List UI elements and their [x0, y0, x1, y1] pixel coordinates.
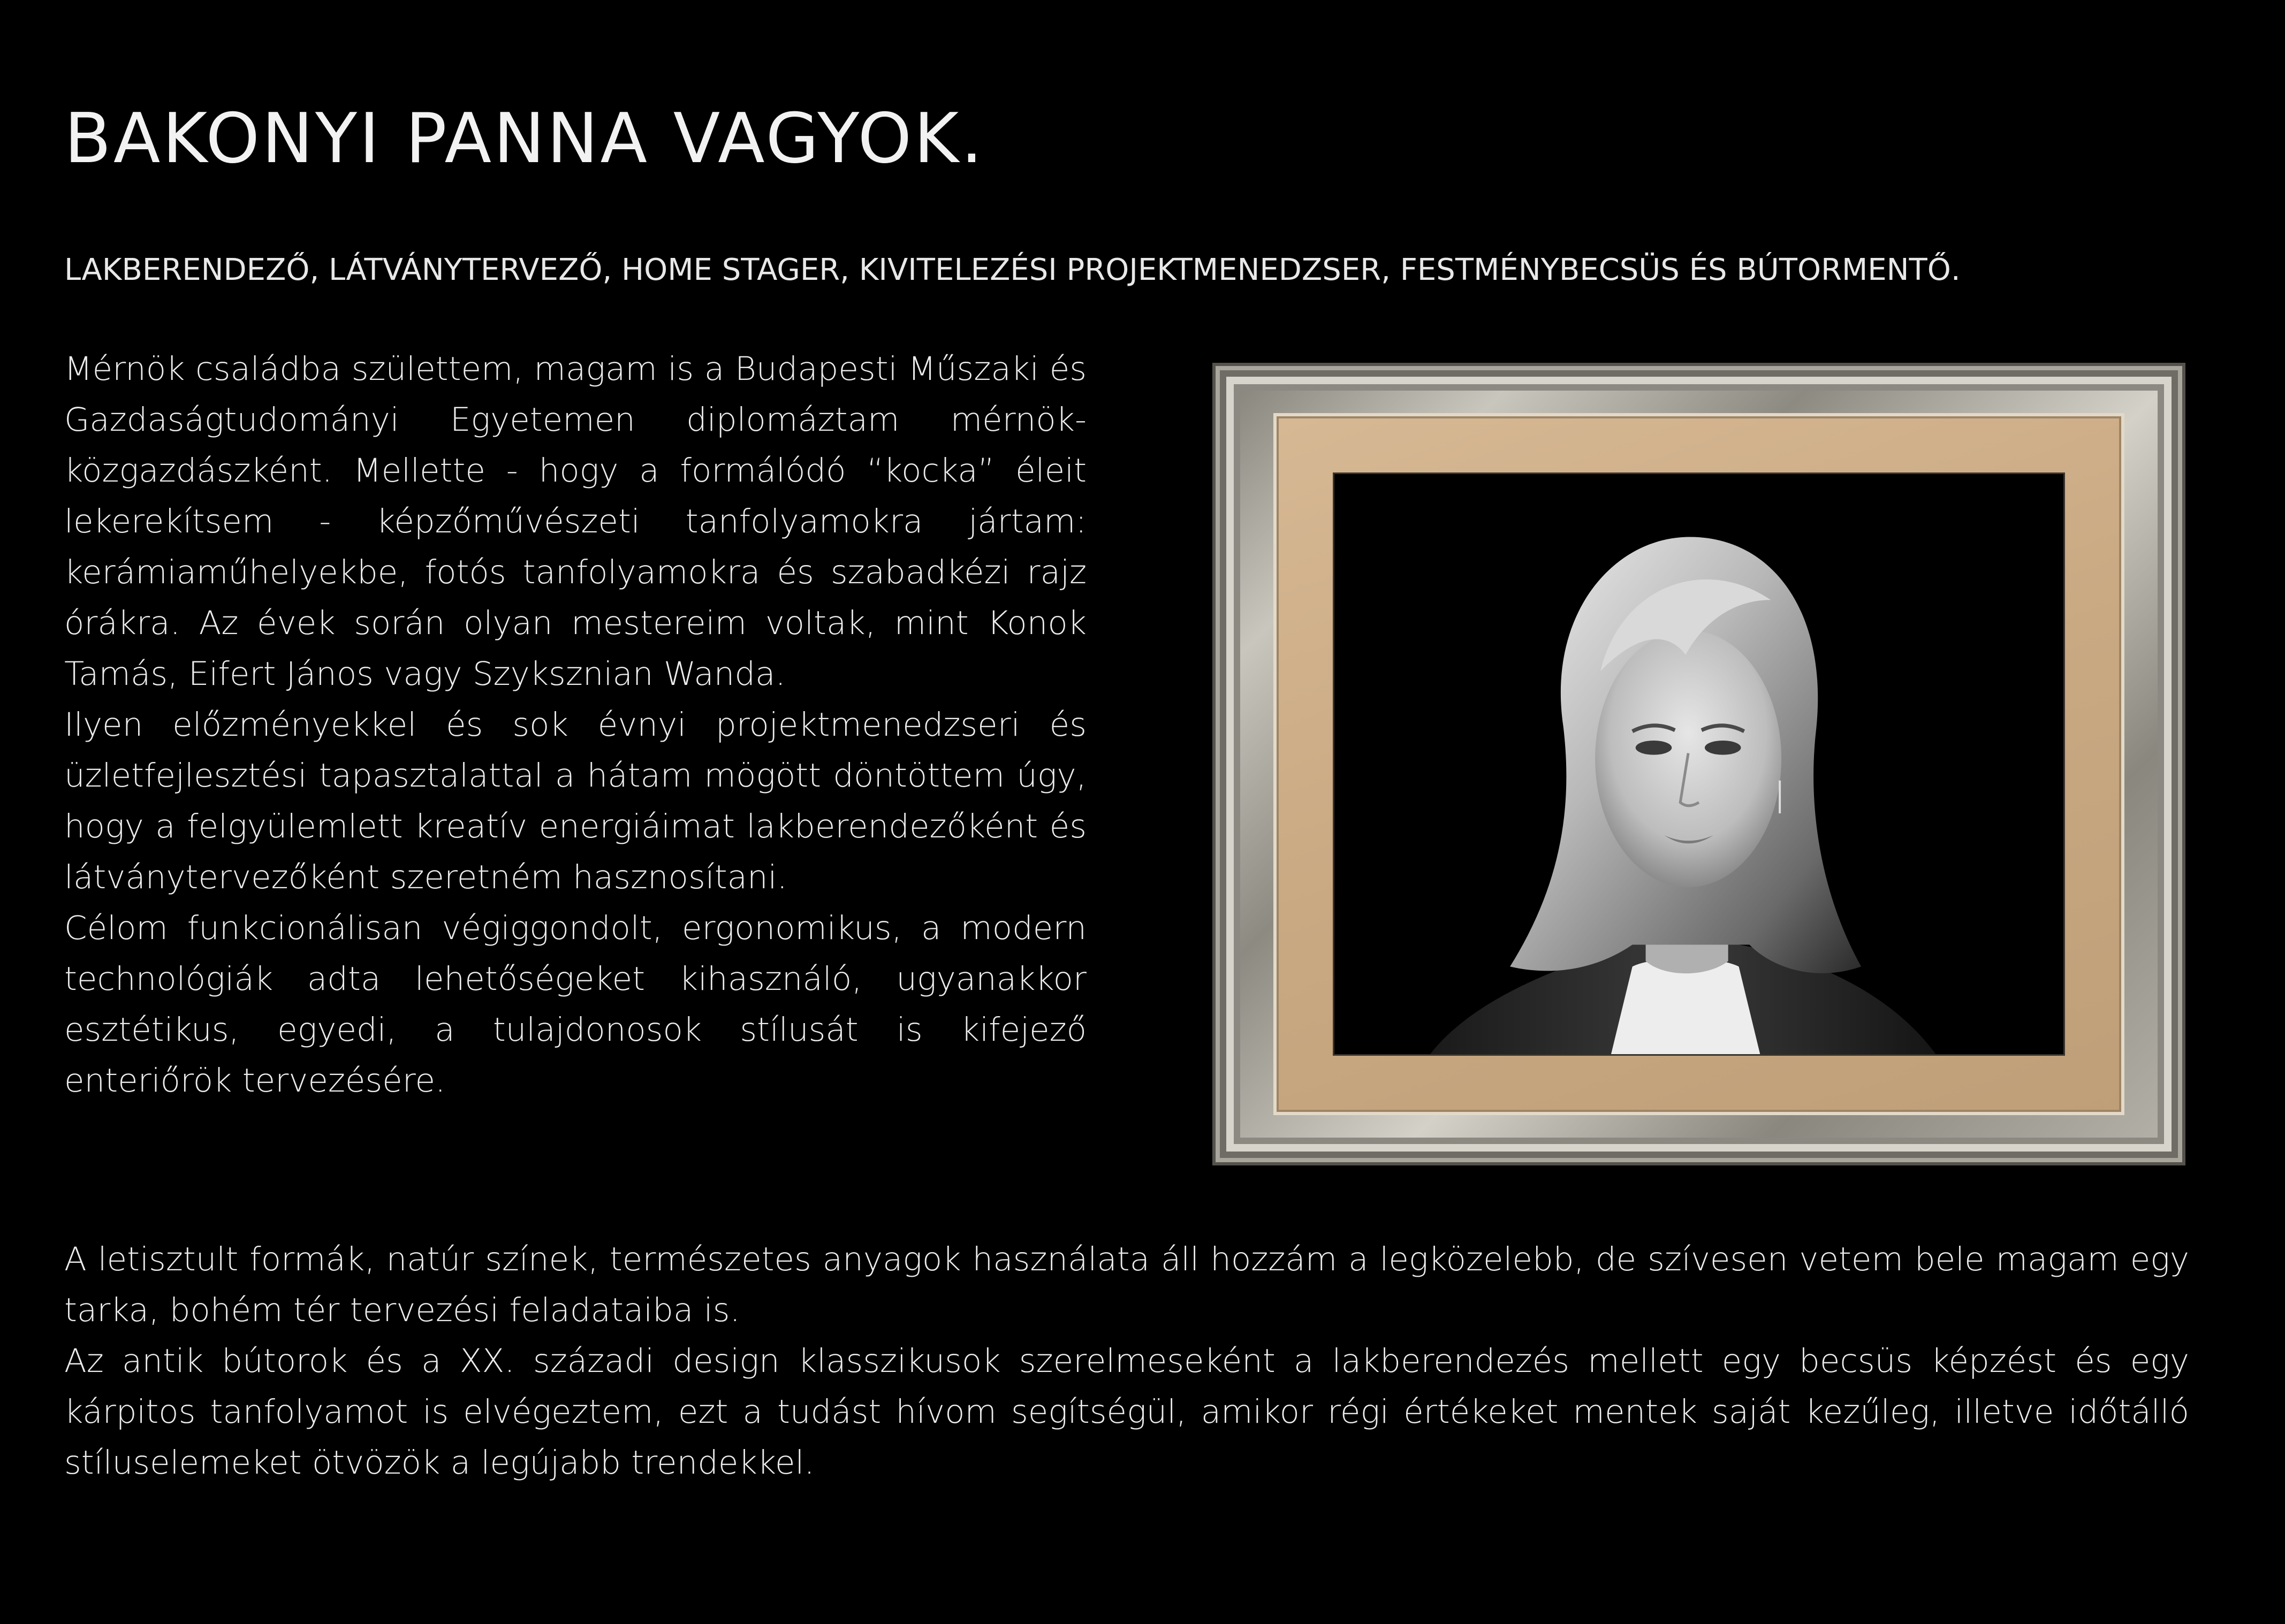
woman-portrait-image	[1334, 474, 2063, 1054]
bio-paragraph-1: Mérnök családba születtem, magam is a Budapesti Műszaki és Gazdaságtudományi Egyetemen diplomáztam mérnök-közgazdászként. Mellette - hogy a formálódó “kocka” éleit lekerekítsem - képzőművészeti tanfolyamokra jártam: kerámiaműhelyekbe, fotós tanfolyamokra és szabadkézi rajz órákra. Az évek során olyan mestereim voltak, mint Konok Tamás, Eifert János vagy Szyksznian Wanda.	[64, 350, 1087, 693]
bio-paragraph-2: Ilyen előzményekkel és sok évnyi projektmenedzseri és üzletfejlesztési tapasztalattal a hátam mögött döntöttem úgy, hogy a felgyülemlett kreatív energiáimat lakberendezőként és látványtervezőként szeretném hasznosítani.	[64, 706, 1087, 896]
portrait-mat	[1277, 416, 2121, 1112]
page-title: BAKONYI PANNA VAGYOK.	[64, 99, 985, 179]
bio-left-column	[64, 344, 1087, 1106]
bio-paragraph-5: Az antik bútorok és a XX. századi design klasszikusok szerelmeseként a lakberendezés mellett egy becsüs képzést és egy kárpitos tanfolyamot is elvégeztem, ezt a tudást hívom segítségül, amikor régi értékeket mentek saját kezűleg, illetve időtálló stíluselemeket ötvözök a legújabb trendekkel.	[64, 1342, 2189, 1482]
bio-paragraph-3: Célom funkcionálisan végiggondolt, ergonomikus, a modern technológiák adta lehetőségeket kihasználó, ugyanakkor esztétikus, egyedi, a tulajdonosok stílusát is kifejező enteriőrök tervezésére.	[64, 909, 1087, 1100]
portrait-frame	[1212, 363, 2185, 1165]
profession-subtitle: LAKBERENDEZŐ, LÁTVÁNYTERVEZŐ, HOME STAGER, KIVITELEZÉSI PROJEKTMENEDZSER, FESTMÉNYBECSÜS ÉS BÚTORMENTŐ.	[64, 253, 1961, 287]
portrait-photo	[1334, 474, 2063, 1054]
bio-paragraph-4: A letisztult formák, natúr színek, természetes anyagok használata áll hozzám a legközelebb, de szívesen vetem bele magam egy tarka, bohém tér tervezési feladataiba is.	[64, 1240, 2189, 1329]
bio-full-width	[64, 1234, 2189, 1488]
